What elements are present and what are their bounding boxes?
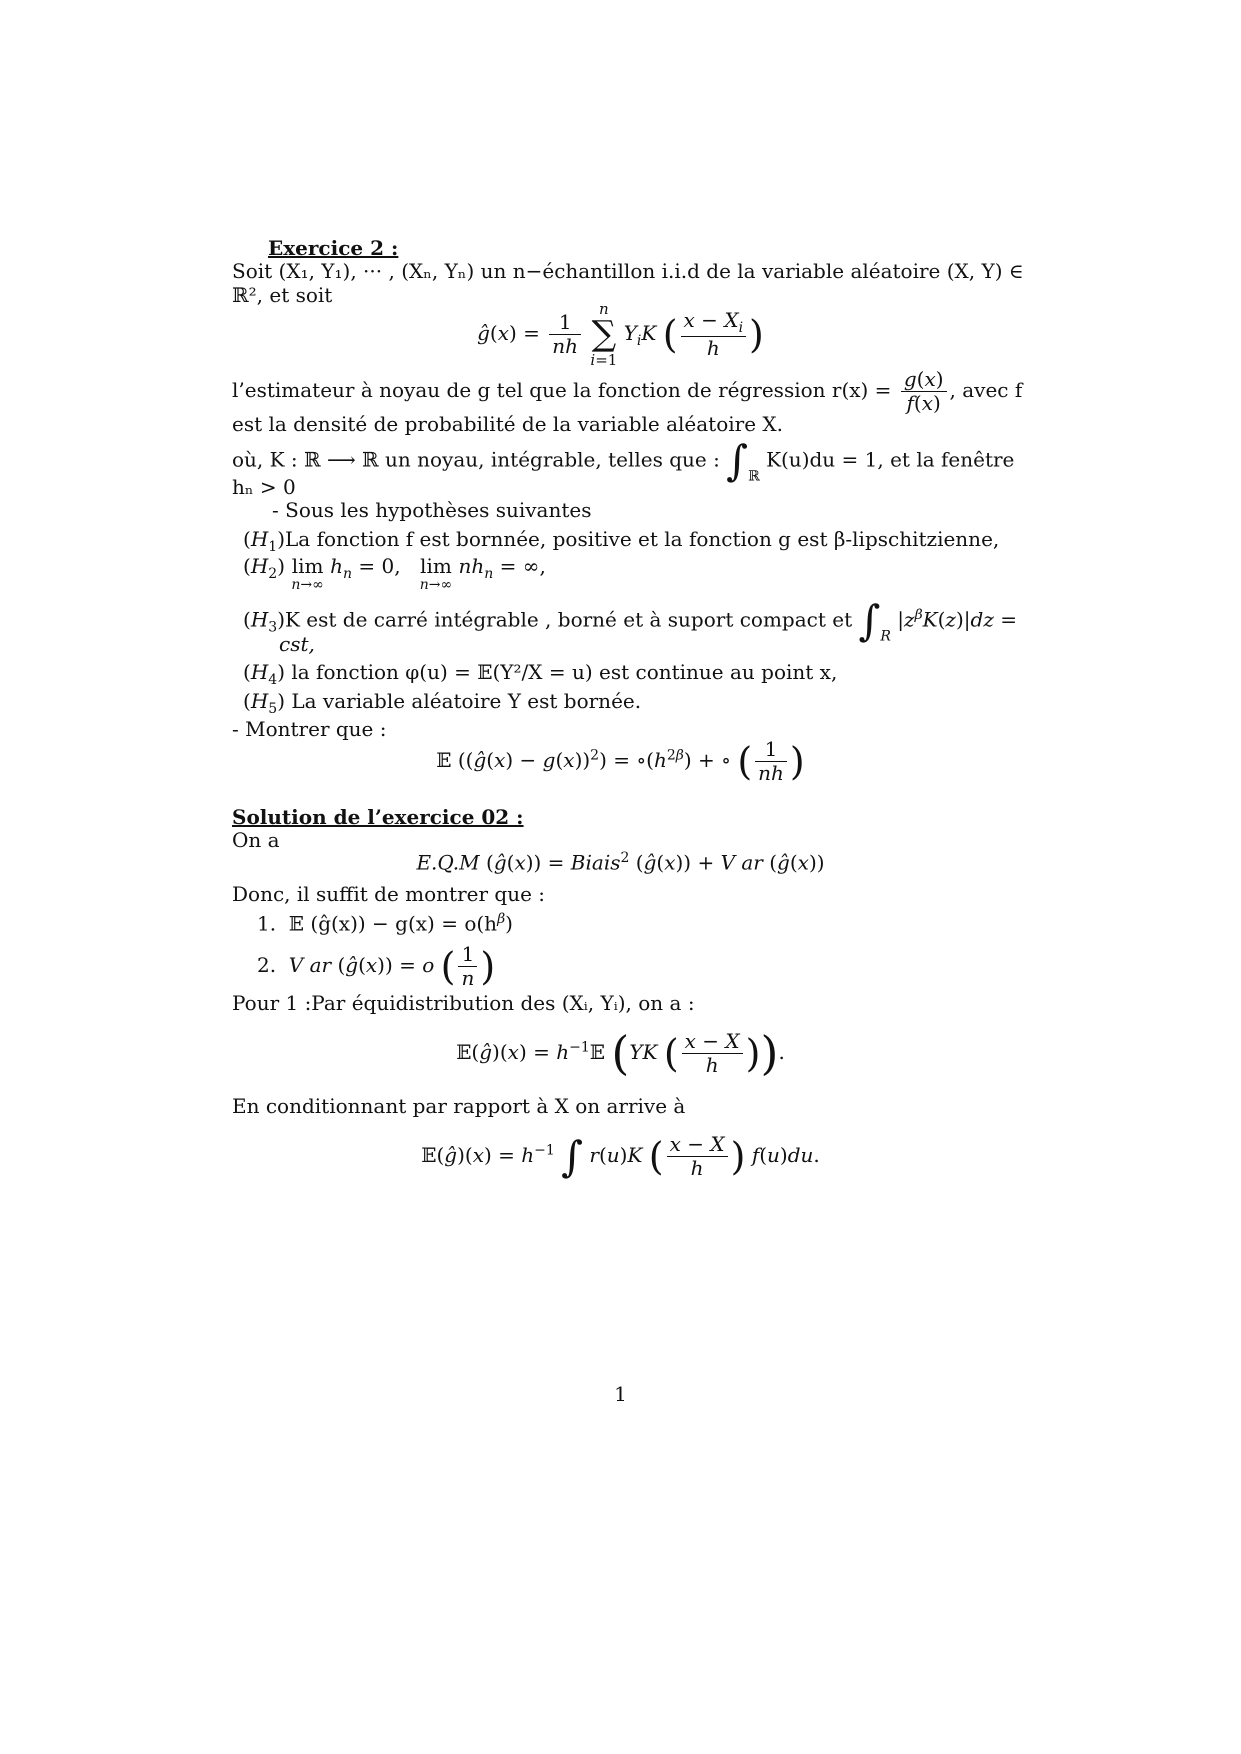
hypothesis-h3-cont: cst, [279,632,315,656]
pour1-line: Pour 1 :Par équidistribution des (Xᵢ, Yᵢ), on a : [232,991,695,1015]
intro-line-2: ℝ², et soit [232,283,333,307]
hypothesis-h3: $(H_3)K$ est de carré intégrable , borné et à suport compact et $\int_R$ $|z^\beta K(z)|dz$ = [243,596,1017,645]
hn-line: hₙ > 0 [232,475,296,499]
estimator-line: l’estimateur à noyau de g tel que la fonction de régression r(x) = $\frac{g(x)}{f(x)}$ , avec f [232,367,1023,415]
density-line: est la densité de probabilité de la variable aléatoire X. [232,412,784,436]
eqm-formula: E.Q.M (ĝ(x)) = Biais$^2$ (ĝ(x)) + V ar (ĝ(x)) [416,850,825,875]
donc-line: Donc, il suffit de montrer que : [232,882,546,906]
hypothesis-h5: $(H_5)$ La variable aléatoire Y est bornée. [243,689,642,717]
on-a-line: On a [232,828,280,852]
mse-formula: 𝔼 ((ĝ(x) − $g(x))^2) = \circ(h^{2\beta})$ + ∘ ( $\frac{1}{nh}$ ) [436,737,805,785]
estimator-formula: ĝ(x) = $\frac{1}{nh}$ n ∑ i=1 $Y_iK$ ( $\frac{x - X_i}{h}$ ) [477,300,764,369]
expectation-formula: 𝔼(ĝ)(x) = $h^{-1}𝔼$ (YK ( $\frac{x - X}{h}$ )). [456,1025,785,1080]
hypothesis-h4: $(H_4)$ la fonction φ(u) = 𝔼(Y²/X = u) est continue au point x, [243,660,838,688]
list-item-2: 2. V ar (ĝ(x)) = o ( $\frac{1}{n}$ ) [257,942,496,990]
page-number: 1 [614,1382,627,1406]
hypothesis-h2: $(H_2)$ lim n→∞ $h_n = 0$, lim n→∞ $nh_n$ = ∞, [243,554,546,593]
kernel-line: où, K : ℝ ⟶ ℝ un noyau, intégrable, telles que : $\int_ℝ$ K(u)du = 1, et la fenêtre [232,436,1015,485]
montrer-line: - Montrer que : [232,717,387,741]
list-item-1: 1. 𝔼 (ĝ(x)) − $g(x) = o(h^\beta)$ [257,911,513,936]
integral-formula: 𝔼(ĝ)(x) = $h^{-1}$ ∫ r(u)K ( $\frac{x - X}{h}$ ) f(u)du. [421,1132,820,1181]
condition-line: En conditionnant par rapport à X on arrive à [232,1094,686,1118]
hypothesis-h1: $(H_1)La$ fonction f est bornnée, positive et la fonction g est β-lipschitzienne, [243,527,1000,555]
hypotheses-intro: - Sous les hypothèses suivantes [272,498,592,522]
solution-title: Solution de l’exercice 02 : [232,805,524,829]
exercise-title: Exercice 2 : [268,236,399,260]
intro-line-1: Soit (X₁, Y₁), ··· , (Xₙ, Yₙ) un n−échantillon i.i.d de la variable aléatoire (X, Y) ∈ [232,259,1024,283]
